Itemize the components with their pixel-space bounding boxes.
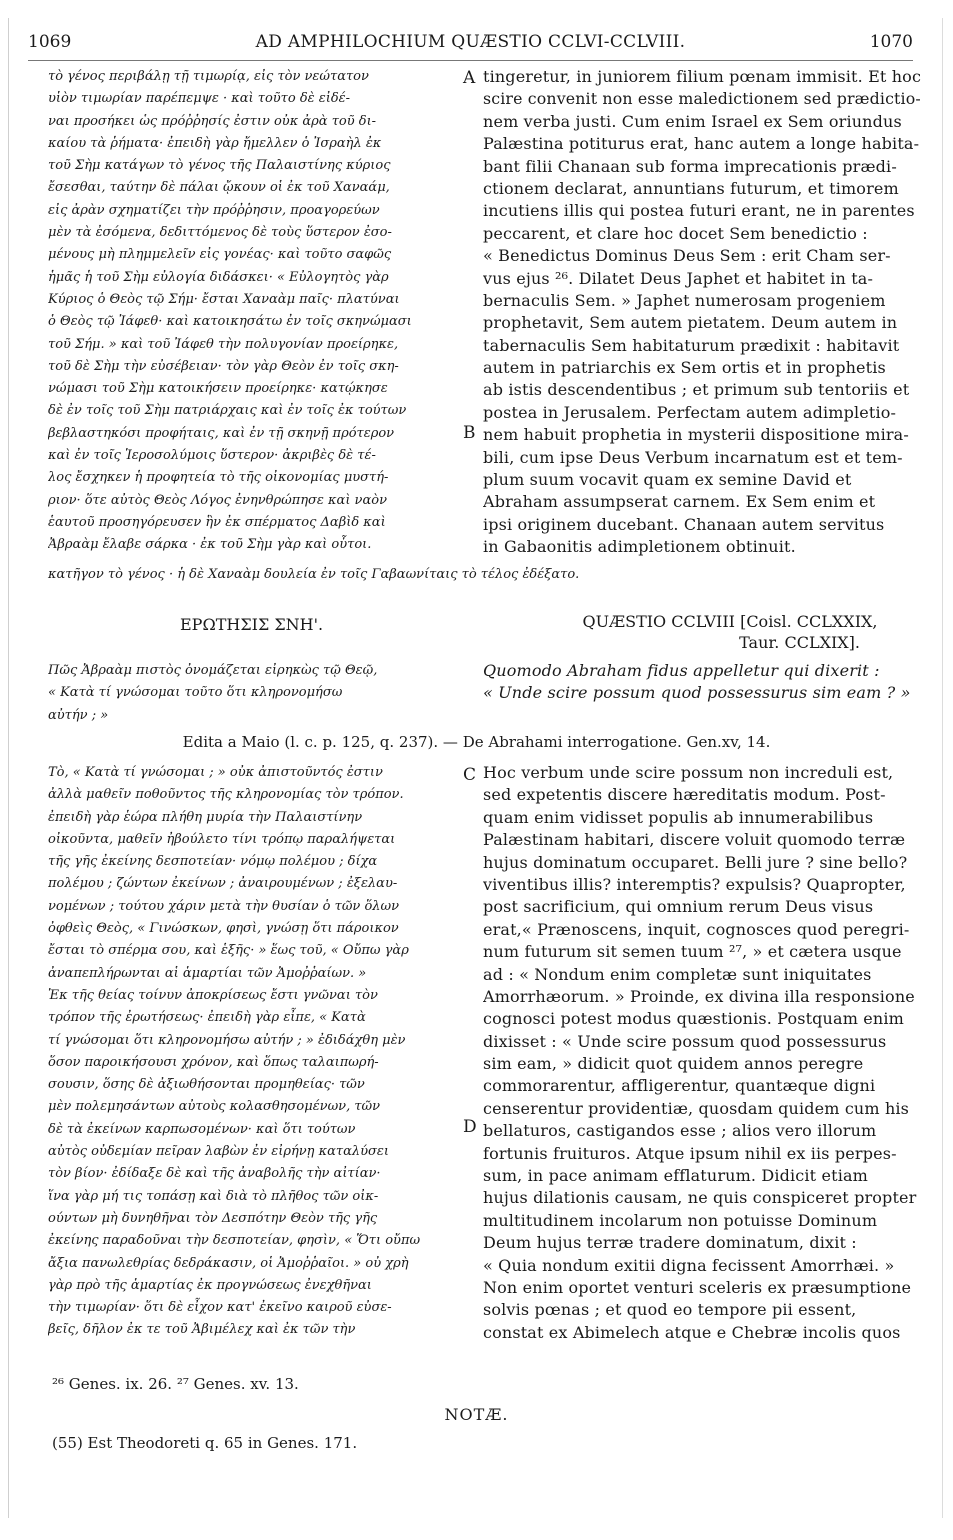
greek-text-line: πολέμου ; ζώντων ἐκείνων ; ἀναιρουμένων ; ἐξελαυ-: [48, 876, 398, 892]
greek-text-line: τὴν τιμωρίαν· ὅτι δὲ εἶχον κατ' ἐκεῖνο καιροῦ εὐσε-: [48, 1300, 392, 1316]
greek-text-line: ἐκείνης παραδοῦναι τὴν δεσποτείαν, φησὶν, « Ὅτι οὔπω: [48, 1233, 421, 1249]
latin-text-line: plum suum vocavit quam ex semine David et: [483, 470, 852, 490]
greek-text-line: Ἐκ τῆς θείας τοίνυν ἀποκρίσεως ἔστι γνῶναι τὸν: [48, 987, 378, 1003]
greek-text-line: τῆς γῆς ἐκείνης δεσποτείαν· νόμῳ πολέμου ; δίχα: [48, 854, 378, 870]
page-number-right: 1070: [869, 32, 913, 52]
greek-column-1: [48, 66, 456, 562]
latin-text-line: sed expetentis discere hæreditatis modum. Post-: [483, 785, 886, 805]
greek-text-line: ὁ Θεὸς τῷ Ἰάφεθ· καὶ κατοικησάτω ἐν τοῖς σκηνώμασι: [48, 314, 412, 330]
greek-question-text: [48, 660, 456, 730]
header-rule: [28, 60, 913, 61]
latin-text-line: ctionem declarat, annuntians futurum, et timorem: [483, 178, 899, 198]
greek-text-line: βεῖς, δῆλον ἐκ τε τοῦ Ἀβιμέλεχ καὶ ἐκ τῶν τὴν: [48, 1322, 356, 1338]
running-header: [28, 32, 913, 56]
page-number-left: 1069: [28, 32, 72, 52]
latin-text-line: prophetavit, Sem autem pietatem. Deum autem in: [483, 313, 898, 333]
latin-text-line: sim eam, » didicit quot quidem annos peregre: [483, 1054, 864, 1074]
greek-text-line: τοῦ Σὴμ κατάγων τὸ γένος τῆς Παλαιστίνης κύριος: [48, 158, 391, 174]
page-edge-line-right: [942, 18, 943, 1518]
latin-text-line: incutiens illis qui postea futuri erant, ne in parentes: [483, 201, 915, 221]
latin-question-line: « Unde scire possum quod possessurus sim eam ? »: [483, 683, 911, 703]
greek-text-line: εἰς ἀρὰν σχηματίζει τὴν πρόῤῥησιν, προαγορεύων: [48, 202, 380, 218]
greek-text-line: ἑαυτοῦ προσηγόρευσεν ἣν ἐκ σπέρματος Δαβὶδ καὶ: [48, 514, 386, 530]
greek-text-line: ἡμᾶς ἡ τοῦ Σὴμ εὐλογία διδάσκει· « Εὐλογητὸς γὰρ: [48, 269, 389, 285]
latin-text-line: autem in patriarchis ex Sem ortis et in prophetis: [483, 358, 886, 378]
latin-question-text: [483, 660, 921, 710]
latin-text-line: censerentur providentiæ, quosdam quidem cum his: [483, 1098, 910, 1118]
latin-text-line: constat ex Abimelech atque e Chebræ incolis quos: [483, 1322, 901, 1342]
greek-text-line: τοῦ Σήμ. » καὶ τοῦ Ἰάφεθ τὴν πολυγονίαν προείρηκε,: [48, 336, 399, 352]
greek-text-line: ἐπειδὴ γὰρ ἑώρα πλήθη μυρία τὴν Παλαιστίνην: [48, 809, 363, 825]
latin-question-title-line2: Taur. CCLXIX].: [739, 633, 860, 652]
greek-text-line: καίου τὰ ῥήματα· ἐπειδὴ γὰρ ἤμελλεν ὁ Ἰσραὴλ ἐκ: [48, 135, 382, 151]
latin-text-line: Non enim oportet venturi sceleris ex præsumptione: [483, 1277, 912, 1297]
greek-text-line: βεβλαστηκόσι προφήταις, καὶ ἐν τῇ σκηνῇ πρότερον: [48, 425, 395, 441]
greek-text-line: ἄξια πανωλεθρίας δεδράκασιν, οἱ Ἀμοῤῥαῖοι. » οὐ χρὴ: [48, 1255, 409, 1271]
latin-text-line: Abraham assumpserat carnem. Ex Sem enim et: [483, 492, 876, 512]
greek-text-line: τὸ γένος περιβάλῃ τῇ τιμωρίᾳ, εἰς τὸν νεώτατον: [48, 69, 369, 84]
latin-text-line: tabernaculis Sem habitaturum prædixit : habitavit: [483, 335, 900, 355]
latin-text-line: erat,« Prænoscens, inquit, cognosces quod peregri-: [483, 919, 910, 939]
latin-text-line: peccarent, et clare hoc docet Sem benedictio :: [483, 223, 868, 243]
greek-text-line: ριον· ὅτε αὐτὸς Θεὸς Λόγος ἐνηνθρώπησε καὶ ναὸν: [48, 492, 387, 508]
latin-text-line: multitudinem incolarum non potuisse Dominum: [483, 1210, 878, 1230]
latin-text-line: hujus dilationis causam, ne quis conspiceret propter: [483, 1188, 917, 1208]
latin-question-line: Quomodo Abraham fidus appelletur qui dixerit :: [483, 661, 880, 680]
latin-text-line: cognosci potest modus quæstionis. Postquam enim: [483, 1009, 904, 1029]
margin-letter-d: D: [463, 1117, 477, 1137]
latin-column-2: [483, 762, 921, 1348]
latin-text-line: commorarentur, affligerentur, quantæque digni: [483, 1076, 876, 1096]
greek-text-line: νώμασι τοῦ Σὴμ κατοικήσειν προείρηκε· κατῴκησε: [48, 381, 388, 397]
latin-text-line: num futurum sit semen tuum ²⁷, » et cætera usque: [483, 942, 902, 962]
greek-text-line: τί γνώσομαι ὅτι κληρονομήσω αὐτήν ; » ἐδιδάχθη μὲν: [48, 1032, 406, 1048]
running-title: AD AMPHILOCHIUM QUÆSTIO CCLVI-CCLVIII.: [255, 32, 686, 52]
latin-text-line: bili, cum ipse Deus Verbum incarnatum est et tem-: [483, 447, 903, 467]
margin-letter-b: B: [463, 423, 476, 443]
greek-text-line: νομένων ; τούτου χάριν μετὰ τὴν θυσίαν ὁ τῶν ὅλων: [48, 898, 400, 914]
greek-text-line: υἱὸν τιμωρίαν παρέπεμψε · καὶ τοῦτο δὲ εἰδέ-: [48, 91, 351, 107]
greek-text-line: καὶ ἐν τοῖς Ἱεροσολύμοις ὕστερον· ἀκριβὲς δὲ τέ-: [48, 448, 376, 464]
greek-text-line: τὸν βίον· ἐδίδαξε δὲ καὶ τῆς ἀναβολῆς τὴν αἰτίαν·: [48, 1166, 381, 1182]
greek-text-line: Ἀβραὰμ ἔλαβε σάρκα · ἐκ τοῦ Σὴμ γὰρ καὶ οὗτοι.: [48, 537, 372, 553]
latin-text-line: nem habuit prophetia in mysterii dispositione mira-: [483, 425, 909, 445]
latin-column-1: [483, 66, 921, 562]
greek-text-line: μένους μὴ πλημμελεῖν εἰς γονέας· καὶ τοῦτο σαφῶς: [48, 247, 392, 263]
greek-text-line: ὅσον παροικήσουσι χρόνον, καὶ ὅπως ταλαιπωρή-: [48, 1054, 379, 1070]
margin-letter-c: C: [463, 765, 477, 785]
greek-text-line: σουσιν, ὅσης δὲ ἀξιωθήσονται προμηθείας· τῶν: [48, 1077, 365, 1093]
greek-text-line: λος ἔσχηκεν ἡ προφητεία τὸ τῆς οἰκονομίας μυστή-: [48, 470, 389, 486]
latin-text-line: Palæstina potiturus erat, hanc autem a longe habita-: [483, 134, 920, 154]
latin-text-line: ab istis descendentibus ; et primum sub tentoriis et: [483, 380, 910, 400]
latin-text-line: postea in Jerusalem. Perfectam autem adimpletio-: [483, 402, 897, 422]
latin-text-line: Deum hujus terræ tradere dominatum, dixit :: [483, 1233, 857, 1253]
latin-text-line: ipsi originem ducebant. Chanaan autem servitus: [483, 514, 885, 534]
latin-text-line: Palæstinam habitari, discere voluit quomodo terræ: [483, 830, 906, 850]
greek-text-line: ἔσται τὸ σπέρμα σου, καὶ ἑξῆς· » ἕως τοῦ, « Οὔπω γὰρ: [48, 943, 409, 959]
greek-text-line: ούντων μὴ δυνηθῆναι τὸν Δεσπότην Θεὸν τῆς γῆς: [48, 1210, 378, 1226]
latin-text-line: Amorrhæorum. » Proinde, ex divina illa responsione: [483, 986, 915, 1006]
greek-text-line: ἀναπεπλήρωνται αἱ ἁμαρτίαι τῶν Ἀμοῤῥαίων. »: [48, 965, 367, 981]
greek-text-line: ναι προσήκει ὡς πρόῤῥησίς ἐστιν οὐκ ἀρὰ τοῦ δι-: [48, 113, 377, 129]
greek-text-line: μὲν τὰ ἐσόμενα, δεδιττόμενος δὲ τοὺς ὕστερον ἐσο-: [48, 225, 392, 241]
latin-text-line: bernaculis Sem. » Japhet numerosam progeniem: [483, 290, 886, 310]
latin-text-line: « Quia nondum exitii digna fecissent Amorrhæi. »: [483, 1255, 895, 1275]
greek-text-line: δὲ τὰ ἐκείνων καρπωσομένων· καὶ ὅτι τούτων: [48, 1121, 356, 1137]
latin-text-line: solvis pœnas ; et quod eo tempore pii essent,: [483, 1300, 857, 1320]
greek-text-line: δὲ ἐν τοῖς τοῦ Σὴμ πατριάρχαις καὶ ἐν τοῖς ἐκ τούτων: [48, 403, 407, 419]
greek-text-line: αὐτὸς οὐδεμίαν πεῖραν λαβὼν ἐν εἰρήνῃ καταλύσει: [48, 1144, 389, 1160]
greek-text-line: οἰκοῦντα, μαθεῖν ἠβούλετο τίνι τρόπῳ παραλήψεται: [48, 831, 396, 847]
latin-question-title-line1: QUÆSTIO CCLVIII [Coisl. CCLXXIX,: [582, 612, 878, 631]
greek-question-line: αὐτήν ; »: [48, 707, 109, 723]
greek-text-line: μὲν πολεμησάντων αὐτοὺς κολασθησομένων, τῶν: [48, 1099, 381, 1115]
greek-text-line: ἀλλὰ μαθεῖν ποθοῦντος τῆς κληρονομίας τὸν τρόπον.: [48, 787, 404, 803]
greek-text-line: ἵνα γὰρ μή τις τοπάσῃ καὶ διὰ τὸ πλῆθος τῶν οἰκ-: [48, 1188, 379, 1204]
margin-letter-a: A: [463, 68, 476, 88]
greek-question-title: ΕΡΩΤΗΣΙΣ ΣΝΗ'.: [180, 615, 324, 634]
latin-text-line: « Benedictus Dominus Deus Sem : erit Cham ser-: [483, 246, 891, 266]
latin-text-line: nem verba justi. Cum enim Israel ex Sem oriundus: [483, 111, 902, 131]
edita-line: Edita a Maio (l. c. p. 125, q. 237). — De Abrahami interrogatione. Gen.xv, 14.: [182, 733, 771, 751]
greek-text-line: τοῦ δὲ Σὴμ τὴν εὐσέβειαν· τὸν γὰρ Θεὸν ἐν τοῖς σκη-: [48, 358, 399, 374]
greek-text-line: Τὸ, « Κατὰ τί γνώσομαι ; » οὐκ ἀπιστοῦντός ἐστιν: [48, 765, 383, 780]
latin-text-line: sum, in pace animam efflaturum. Didicit etiam: [483, 1166, 868, 1186]
latin-text-line: Hoc verbum unde scire possum non increduli est,: [483, 763, 894, 782]
latin-text-line: vus ejus ²⁶. Dilatet Deus Japhet et habitet in ta-: [483, 268, 874, 288]
latin-text-line: ad : « Nondum enim completæ sunt iniquitates: [483, 964, 872, 984]
latin-text-line: bant filii Chanaan sub forma imprecationis prædi-: [483, 156, 897, 176]
latin-text-line: in Gabaonitis adimpletionem obtinuit.: [483, 537, 796, 557]
latin-question-title: [540, 611, 920, 653]
latin-text-line: fortunis fruituros. Atque ipsum nihil ex iis perpes-: [483, 1143, 897, 1163]
latin-text-line: scire convenit non esse maledictionem sed prædictio-: [483, 89, 921, 109]
greek-question-line: « Κατὰ τί γνώσομαι τοῦτο ὅτι κληρονομήσω: [48, 685, 343, 701]
greek-full-width-line: κατῆγον τὸ γένος · ἡ δὲ Χαναὰμ δουλεία ἐν τοῖς Γαβαωνίταις τὸ τέλος ἐδέξατο.: [48, 567, 580, 582]
notae-heading: NOTÆ.: [444, 1405, 509, 1424]
scripture-footnotes: ²⁶ Genes. ix. 26. ²⁷ Genes. xv. 13.: [52, 1375, 299, 1393]
latin-text-line: post sacrificium, qui omnium rerum Deus visus: [483, 897, 874, 917]
greek-column-2: [48, 762, 456, 1348]
page-edge-line: [8, 18, 9, 1518]
greek-question-line: Πῶς Ἀβραὰμ πιστὸς ὀνομάζεται εἰρηκὼς τῷ Θεῷ,: [48, 663, 378, 678]
latin-text-line: dixisset : « Unde scire possum quod possessurus: [483, 1031, 887, 1051]
latin-text-line: tingeretur, in juniorem filium pœnam immisit. Et hoc: [483, 67, 921, 86]
note-55: (55) Est Theodoreti q. 65 in Genes. 171.: [52, 1434, 358, 1452]
latin-text-line: bellaturos, castigandos esse ; alios vero illorum: [483, 1121, 877, 1141]
greek-text-line: γὰρ πρὸ τῆς ἁμαρτίας ἐκ προγνώσεως ἐνεχθῆναι: [48, 1277, 372, 1293]
latin-text-line: quam enim vidisset populis ab innumerabilibus: [483, 807, 874, 827]
latin-text-line: hujus dominatum occuparet. Belli jure ? sine bello?: [483, 852, 908, 872]
greek-text-line: Κύριος ὁ Θεὸς τῷ Σήμ· ἔσται Χαναὰμ παῖς· πλατύναι: [48, 291, 400, 307]
greek-text-line: ὀφθεὶς Θεὸς, « Γινώσκων, φησὶ, γνώσῃ ὅτι πάροικον: [48, 921, 399, 937]
greek-text-line: τρόπον τῆς ἐρωτήσεως· ἐπειδὴ γὰρ εἶπε, « Κατὰ: [48, 1010, 366, 1026]
latin-text-line: viventibus illis? interemptis? expulsis? Quapropter,: [483, 874, 906, 894]
greek-text-line: ἔσεσθαι, ταύτην δὲ πάλαι ᾤκουν οἱ ἐκ τοῦ Χαναάμ,: [48, 180, 390, 196]
